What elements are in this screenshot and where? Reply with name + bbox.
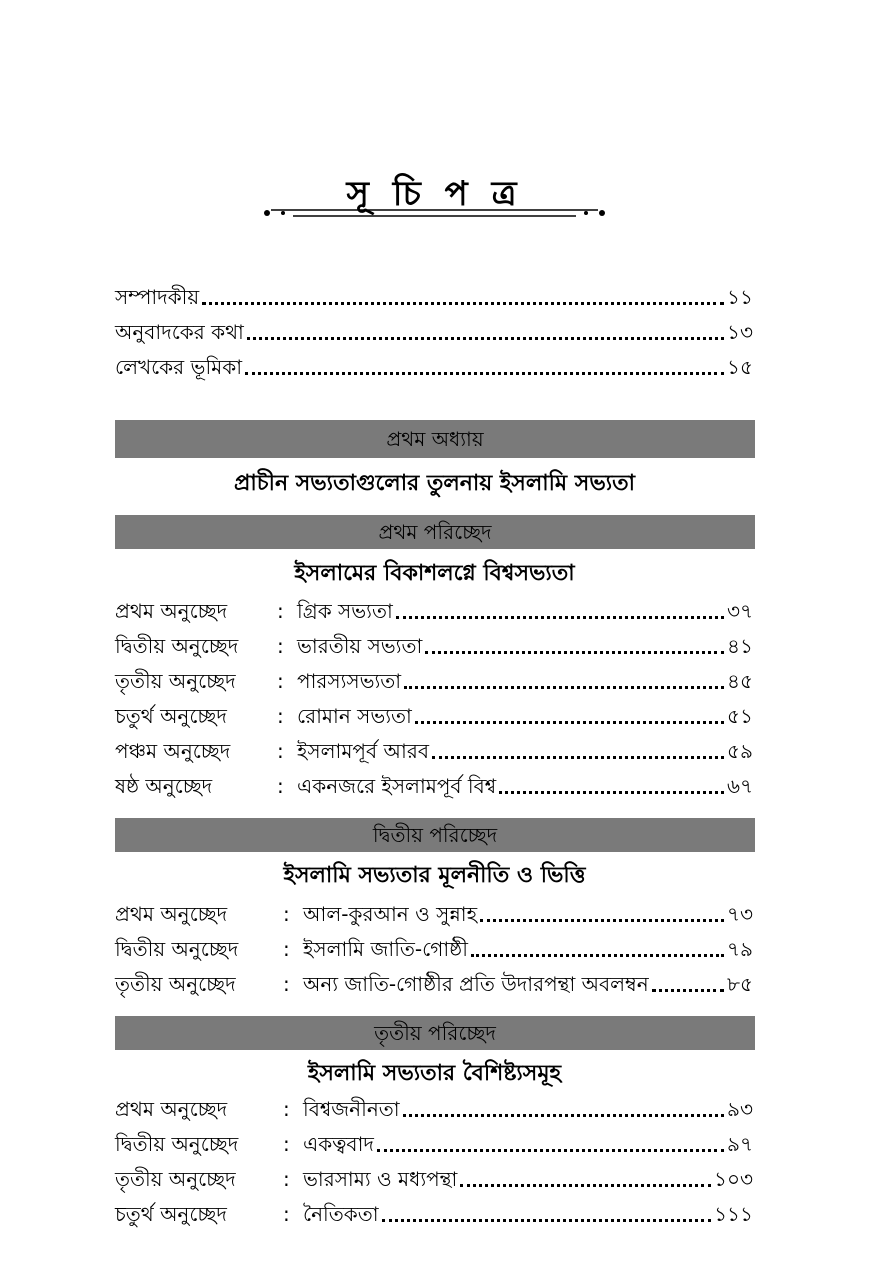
section-bar: তৃতীয় পরিচ্ছেদ bbox=[115, 1016, 755, 1050]
entry-label: দ্বিতীয় অনুচ্ছেদ bbox=[115, 634, 239, 658]
entry-title: ভারতীয় সভ্যতা bbox=[297, 634, 423, 658]
entry-colon: : bbox=[283, 972, 290, 996]
leader-dots bbox=[432, 756, 724, 759]
entry-page: ৪১ bbox=[727, 634, 753, 658]
leader-dots bbox=[415, 721, 724, 724]
leader-dots bbox=[403, 1114, 724, 1117]
toc-entry[interactable] bbox=[115, 897, 753, 931]
entry-page: ৪৫ bbox=[727, 669, 753, 693]
leader-dots bbox=[425, 651, 724, 654]
entry-title: ভারসাম্য ও মধ্যপন্থা bbox=[303, 1167, 458, 1191]
entry-label: পঞ্চম অনুচ্ছেদ bbox=[115, 739, 231, 763]
leader-dots bbox=[471, 954, 724, 957]
entry-page: ৯৭ bbox=[727, 1132, 753, 1156]
section-heading: ইসলামের বিকাশলগ্নে বিশ্বসভ্যতা bbox=[294, 561, 575, 586]
entry-page: ৭৯ bbox=[727, 937, 753, 961]
entry-title: লেখকের ভূমিকা bbox=[115, 355, 243, 379]
toc-entry[interactable] bbox=[115, 1197, 753, 1231]
entry-page: ১১১ bbox=[714, 1202, 753, 1226]
entry-title: পারস্যসভ্যতা bbox=[297, 669, 402, 693]
toc-entry-editorial[interactable] bbox=[115, 280, 753, 314]
toc-entry[interactable] bbox=[115, 594, 753, 628]
leader-dots bbox=[404, 686, 724, 689]
entry-colon: : bbox=[277, 599, 284, 623]
entry-label: প্রথম অনুচ্ছেদ bbox=[115, 902, 228, 926]
entry-title: অনুবাদকের কথা bbox=[115, 320, 244, 344]
entry-label: ষষ্ঠ অনুচ্ছেদ bbox=[115, 774, 213, 798]
entry-label: চতুর্থ অনুচ্ছেদ bbox=[115, 1202, 227, 1226]
entry-page: ১৫ bbox=[727, 355, 753, 379]
entry-page: ৩৭ bbox=[726, 599, 753, 623]
entry-title: গ্রিক সভ্যতা bbox=[297, 599, 393, 623]
entry-page: ৬৭ bbox=[726, 774, 753, 798]
toc-entry[interactable] bbox=[115, 629, 753, 663]
entry-page: ৯৩ bbox=[727, 1097, 753, 1121]
toc-entry[interactable] bbox=[115, 664, 753, 698]
chapter-heading: প্রাচীন সভ্যতাগুলোর তুলনায় ইসলামি সভ্যতা bbox=[234, 471, 635, 496]
entry-page: ৮৫ bbox=[727, 972, 753, 996]
entry-colon: : bbox=[283, 937, 290, 961]
toc-entry[interactable] bbox=[115, 967, 753, 1001]
entry-page: ৫৯ bbox=[727, 739, 753, 763]
entry-colon: : bbox=[277, 669, 284, 693]
leader-dots bbox=[460, 1184, 711, 1187]
entry-page: ১০৩ bbox=[714, 1167, 753, 1191]
entry-title: অন্য জাতি-গোষ্ঠীর প্রতি উদারপন্থা অবলম্বন bbox=[303, 972, 649, 996]
entry-label: প্রথম অনুচ্ছেদ bbox=[115, 1097, 228, 1121]
entry-title: একত্ববাদ bbox=[303, 1132, 374, 1156]
entry-title: আল-কুরআন ও সুন্নাহ bbox=[303, 902, 478, 926]
leader-dots bbox=[247, 337, 724, 340]
entry-colon: : bbox=[283, 902, 290, 926]
leader-dots bbox=[382, 1219, 712, 1222]
entry-colon: : bbox=[283, 1167, 290, 1191]
entry-label: চতুর্থ অনুচ্ছেদ bbox=[115, 704, 227, 728]
entry-colon: : bbox=[283, 1202, 290, 1226]
page-title: সূ চি প ত্র bbox=[346, 174, 523, 214]
entry-label: তৃতীয় অনুচ্ছেদ bbox=[115, 669, 236, 693]
toc-entry[interactable] bbox=[115, 1162, 753, 1196]
leader-dots bbox=[652, 989, 724, 992]
entry-colon: : bbox=[277, 634, 284, 658]
toc-entry[interactable] bbox=[115, 734, 753, 768]
entry-title: সম্পাদকীয় bbox=[115, 285, 200, 309]
entry-title: রোমান সভ্যতা bbox=[297, 704, 412, 728]
section-bar: দ্বিতীয় পরিচ্ছেদ bbox=[115, 818, 755, 852]
toc-entry-translator-note[interactable] bbox=[115, 315, 753, 349]
leader-dots bbox=[480, 919, 724, 922]
entry-colon: : bbox=[283, 1097, 290, 1121]
entry-page: ৫১ bbox=[727, 704, 753, 728]
toc-entry[interactable] bbox=[115, 1092, 753, 1126]
entry-title: বিশ্বজনীনতা bbox=[303, 1097, 400, 1121]
entry-label: তৃতীয় অনুচ্ছেদ bbox=[115, 1167, 236, 1191]
leader-dots bbox=[202, 302, 724, 305]
entry-colon: : bbox=[283, 1132, 290, 1156]
leader-dots bbox=[377, 1149, 724, 1152]
toc-entry-author-preface[interactable] bbox=[115, 350, 753, 384]
leader-dots bbox=[396, 616, 724, 619]
entry-colon: : bbox=[277, 704, 284, 728]
toc-entry[interactable] bbox=[115, 699, 753, 733]
entry-title: ইসলামপূর্ব আরব bbox=[297, 739, 429, 763]
toc-entry[interactable] bbox=[115, 1127, 753, 1161]
entry-label: দ্বিতীয় অনুচ্ছেদ bbox=[115, 1132, 239, 1156]
chapter-bar: প্রথম অধ্যায় bbox=[115, 420, 755, 458]
entry-title: ইসলামি জাতি-গোষ্ঠী bbox=[303, 937, 468, 961]
entry-page: ৭৩ bbox=[726, 902, 753, 926]
section-bar: প্রথম পরিচ্ছেদ bbox=[115, 515, 755, 549]
entry-title: একনজরে ইসলামপূর্ব বিশ্ব bbox=[297, 774, 497, 798]
entry-label: প্রথম অনুচ্ছেদ bbox=[115, 599, 228, 623]
title-ornament bbox=[263, 205, 606, 221]
entry-page: ১৩ bbox=[727, 320, 753, 344]
entry-page: ১১ bbox=[727, 285, 753, 309]
toc-entry[interactable] bbox=[115, 769, 753, 803]
entry-title: নৈতিকতা bbox=[303, 1202, 379, 1226]
entry-colon: : bbox=[277, 774, 284, 798]
entry-label: তৃতীয় অনুচ্ছেদ bbox=[115, 972, 236, 996]
leader-dots bbox=[499, 791, 724, 794]
leader-dots bbox=[245, 372, 724, 375]
section-heading: ইসলামি সভ্যতার মূলনীতি ও ভিত্তি bbox=[283, 863, 586, 888]
section-heading: ইসলামি সভ্যতার বৈশিষ্ট্যসমূহ bbox=[307, 1061, 562, 1086]
entry-label: দ্বিতীয় অনুচ্ছেদ bbox=[115, 937, 239, 961]
toc-entry[interactable] bbox=[115, 932, 753, 966]
entry-colon: : bbox=[277, 739, 284, 763]
